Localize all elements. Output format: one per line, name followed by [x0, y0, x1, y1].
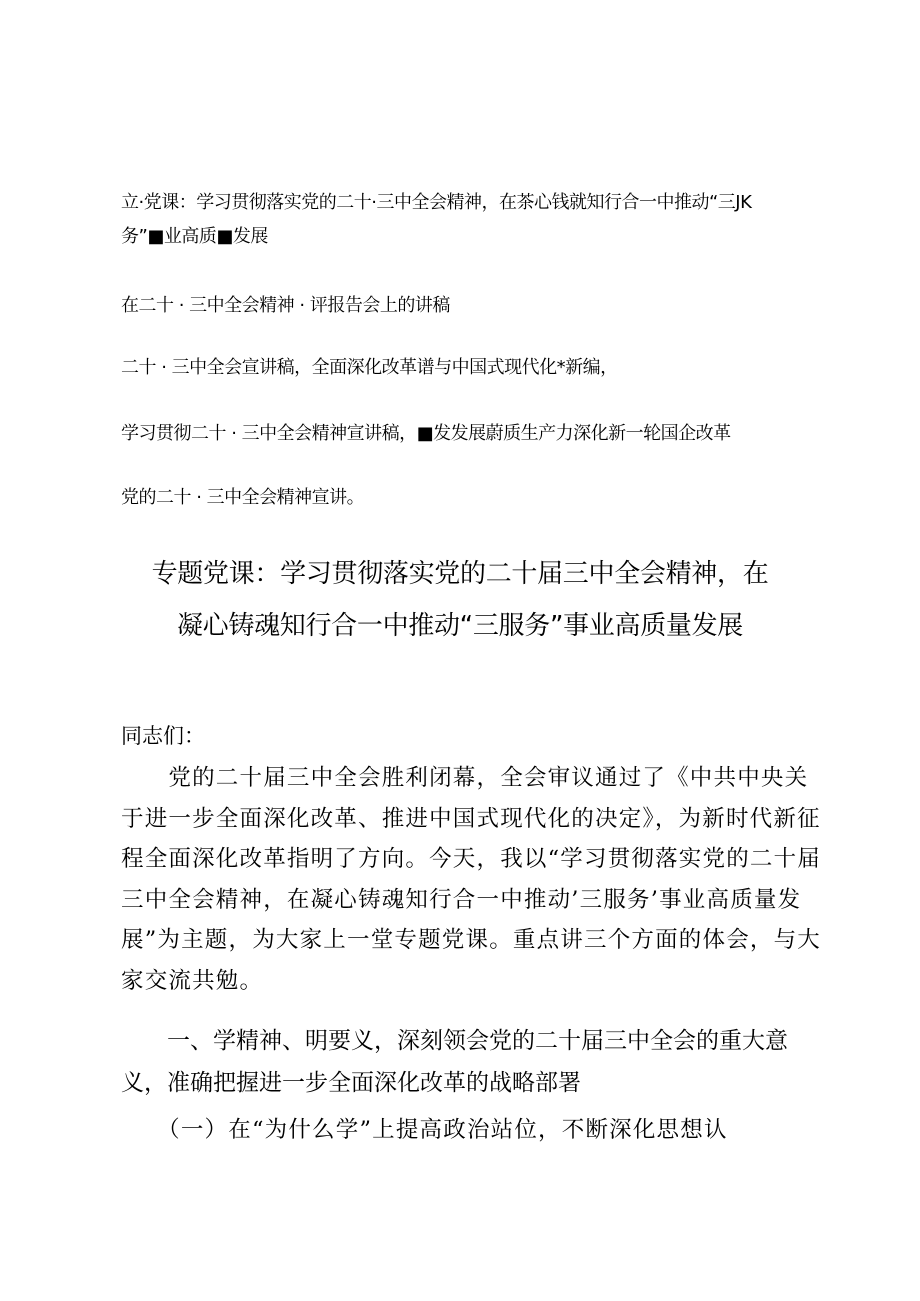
toc-item-1	[121, 186, 821, 254]
document-title-line-1: 专题党课：学习贯彻落实党的二十届三中全会精神，在	[151, 559, 769, 589]
intro-paragraph-line: 展”为主题，为大家上一堂专题党课。重点讲三个方面的体会，与大	[121, 927, 822, 954]
toc-item-4: 学习贯彻二十 · 三中全会精神宣讲稿，■发发展蔚质生产力深化新一轮国企改革	[121, 423, 731, 444]
intro-paragraph-line: 党的二十届三中全会胜利闭幕，全会审议通过了《中共中央关	[121, 765, 809, 791]
toc-item-2: 在二十 · 三中全会精神 · 评报告会上的讲稿	[121, 295, 450, 316]
intro-paragraph	[121, 758, 822, 1002]
document-title	[100, 548, 820, 652]
sub-heading-1: （一）在“为什么学”上提高政治站位，不断深化思想认	[121, 1117, 728, 1143]
document-title-line-2: 凝心铸魂知行合一中推动“三服务”事业高质量发展	[176, 611, 744, 641]
intro-paragraph-line: 程全面深化改革指明了方向。今天，我以“学习贯彻落实党的二十届	[121, 846, 822, 873]
toc-item-3: 二十 · 三中全会宣讲稿，全面深化改革谱与中国式现代化*新编，	[121, 357, 618, 378]
toc-item-1-line-2: 务”■业高质■发展	[121, 226, 268, 247]
toc-item-1-line-1: 立·党课：学习贯彻落实党的二十·三中全会精神，在茶心钱就知行合一中推动“三JK	[121, 192, 752, 213]
intro-paragraph-line: 三中全会精神，在凝心铸魂知行合一中推动’三服务’事业高质量发	[121, 886, 802, 913]
section-heading-1-line-2: 义，准确把握进一步全面深化改革的战略部署	[121, 1070, 581, 1096]
intro-paragraph-line: 家交流共勉。	[121, 967, 264, 994]
section-heading-1	[121, 1020, 821, 1104]
toc-item-5: 党的二十 · 三中全会精神宣讲。	[121, 487, 365, 508]
greeting: 同志们：	[121, 724, 205, 748]
section-heading-1-line-1: 一、学精神、明要义，深刻领会党的二十届三中全会的重大意	[121, 1028, 788, 1054]
intro-paragraph-line: 于进一步全面深化改革、推进中国式现代化的决定》，为新时代新征	[121, 805, 821, 832]
